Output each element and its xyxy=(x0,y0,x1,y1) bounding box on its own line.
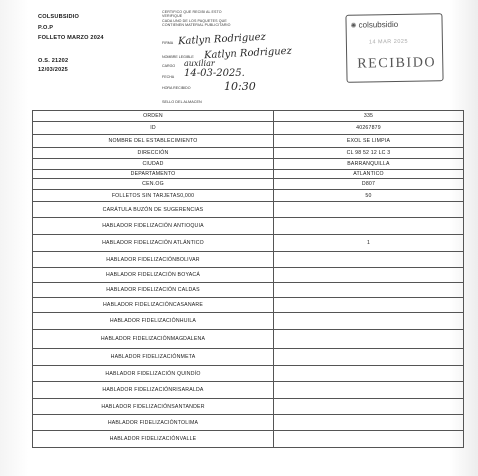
row-label: NOMBRE DEL ESTABLECIMIENTO xyxy=(33,135,274,148)
row-label: DIRECCIÓN xyxy=(33,148,274,159)
table-row xyxy=(33,135,464,148)
row-label: HABLADOR FIDELIZACIÓN BOYACÁ xyxy=(33,268,274,283)
fecha-value: 14-03-2025. xyxy=(184,68,245,79)
row-value xyxy=(274,298,464,313)
row-label: HABLADOR FIDELIZACIÓNVALLE xyxy=(33,431,274,448)
stamp-date: 14 MAR 2025 xyxy=(368,38,409,46)
certificate-line: VERIFIQUE xyxy=(162,14,183,19)
table-row xyxy=(33,415,464,431)
row-label: HABLADOR FIDELIZACIÓN ATLÁNTICO xyxy=(33,235,274,252)
fecha-label: FECHA xyxy=(162,75,175,79)
row-label: DEPARTAMENTO xyxy=(33,170,274,179)
nombre-label: NOMBRE LEGIBLE xyxy=(162,55,194,59)
row-label: HABLADOR FIDELIZACIÓNSANTANDER xyxy=(33,399,274,415)
row-label: HABLADOR FIDELIZACIÓNTOLIMA xyxy=(33,415,274,431)
table-row xyxy=(33,366,464,382)
row-value: ATLANTICO xyxy=(274,170,464,179)
service-order-number: O.S. 21202 xyxy=(38,58,69,64)
row-value: 50 xyxy=(274,190,464,202)
row-value: CL 98 52 12 LC 3 xyxy=(274,148,464,159)
firma-signature: Katlyn Rodriguez xyxy=(177,31,267,48)
row-value xyxy=(274,366,464,382)
hora-label: HORA RECIBIDO xyxy=(162,86,191,90)
order-table-body xyxy=(33,111,464,448)
folleto-title: FOLLETO MARZO 2024 xyxy=(38,35,104,41)
certificate-text xyxy=(162,10,292,28)
row-label: HABLADOR FIDELIZACIÓNMAGDALENA xyxy=(33,330,274,349)
row-label: CIUDAD xyxy=(33,159,274,170)
row-value xyxy=(274,218,464,235)
table-row xyxy=(33,122,464,135)
row-value xyxy=(274,415,464,431)
row-value: BARRANQUILLA xyxy=(274,159,464,170)
row-value xyxy=(274,268,464,283)
brand-name: COLSUBSIDIO xyxy=(38,14,80,20)
table-row xyxy=(33,190,464,202)
table-row xyxy=(33,218,464,235)
stamp-recibido: RECIBIDO xyxy=(357,55,437,72)
table-row xyxy=(33,283,464,298)
certificate-line: CADA UNO DE LOS PAQUETES QUE xyxy=(162,18,227,23)
sello-label: SELLO DEL ALMACEN xyxy=(162,100,202,104)
table-row xyxy=(33,111,464,122)
row-label: HABLADOR FIDELIZACIÓNCASANARE xyxy=(33,298,274,313)
row-label: HABLADOR FIDELIZACIÓN CALDAS xyxy=(33,283,274,298)
row-label: ORDEN xyxy=(33,111,274,122)
hora-value: 10:30 xyxy=(224,80,256,93)
certificate-line: CONTIENEN MATERIAL PUBLICITARIO xyxy=(162,23,231,28)
row-value xyxy=(274,349,464,366)
row-value xyxy=(274,283,464,298)
table-row xyxy=(33,148,464,159)
stamp-brand: colsubsidio xyxy=(358,19,399,30)
row-label: HABLADOR FIDELIZACIÓNRISARALDA xyxy=(33,382,274,399)
row-value xyxy=(274,202,464,218)
row-label: HABLADOR FIDELIZACIÓNMETA xyxy=(33,349,274,366)
row-value: EXOL SE LIMPIA xyxy=(274,135,464,148)
table-row xyxy=(33,170,464,179)
row-value xyxy=(274,431,464,448)
table-row xyxy=(33,330,464,349)
table-row xyxy=(33,235,464,252)
order-table-wrap xyxy=(32,110,464,448)
table-row xyxy=(33,313,464,330)
row-label: CARÁTULA BUZÓN DE SUGERENCIAS xyxy=(33,202,274,218)
table-row xyxy=(33,179,464,190)
order-table xyxy=(32,110,464,448)
table-row xyxy=(33,268,464,283)
table-row xyxy=(33,382,464,399)
row-value: D807 xyxy=(274,179,464,190)
row-label: HABLADOR FIDELIZACIÓN QUINDÍO xyxy=(33,366,274,382)
row-label: HABLADOR FIDELIZACIÓN ANTIOQUIA xyxy=(33,218,274,235)
row-value xyxy=(274,399,464,415)
document-date: 12/03/2025 xyxy=(38,67,68,73)
table-row xyxy=(33,399,464,415)
row-label: HABLADOR FIDELIZACIÓNHUILA xyxy=(33,313,274,330)
row-label: ID xyxy=(33,122,274,135)
row-label: FOLLETOS SIN TARJETAS0,000 xyxy=(33,190,274,202)
table-row xyxy=(33,159,464,170)
row-value xyxy=(274,330,464,349)
pop-label: P.O.P xyxy=(38,25,54,31)
cargo-value: auxiliar xyxy=(184,59,215,68)
table-row xyxy=(33,298,464,313)
row-value xyxy=(274,382,464,399)
row-label: HABLADOR FIDELIZACIÓNBOLIVAR xyxy=(33,252,274,268)
received-stamp xyxy=(345,13,443,83)
row-value xyxy=(274,252,464,268)
receipt-certificate xyxy=(162,10,293,93)
table-row xyxy=(33,431,464,448)
nombre-value: Katlyn Rodriguez xyxy=(203,45,293,62)
table-row xyxy=(33,252,464,268)
row-value: 335 xyxy=(274,111,464,122)
colsubsidio-logo-icon: ✺ xyxy=(350,22,357,30)
firma-label: FIRMA xyxy=(162,41,174,45)
row-value: 1 xyxy=(274,235,464,252)
row-value xyxy=(274,313,464,330)
table-row xyxy=(33,202,464,218)
cargo-label: CARGO xyxy=(162,64,176,68)
table-row xyxy=(33,349,464,366)
row-value: 40267879 xyxy=(274,122,464,135)
row-label: CEN.OG xyxy=(33,179,274,190)
certificate-line: CERTIFICO QUE RECIBI AL ESTO xyxy=(162,10,222,14)
